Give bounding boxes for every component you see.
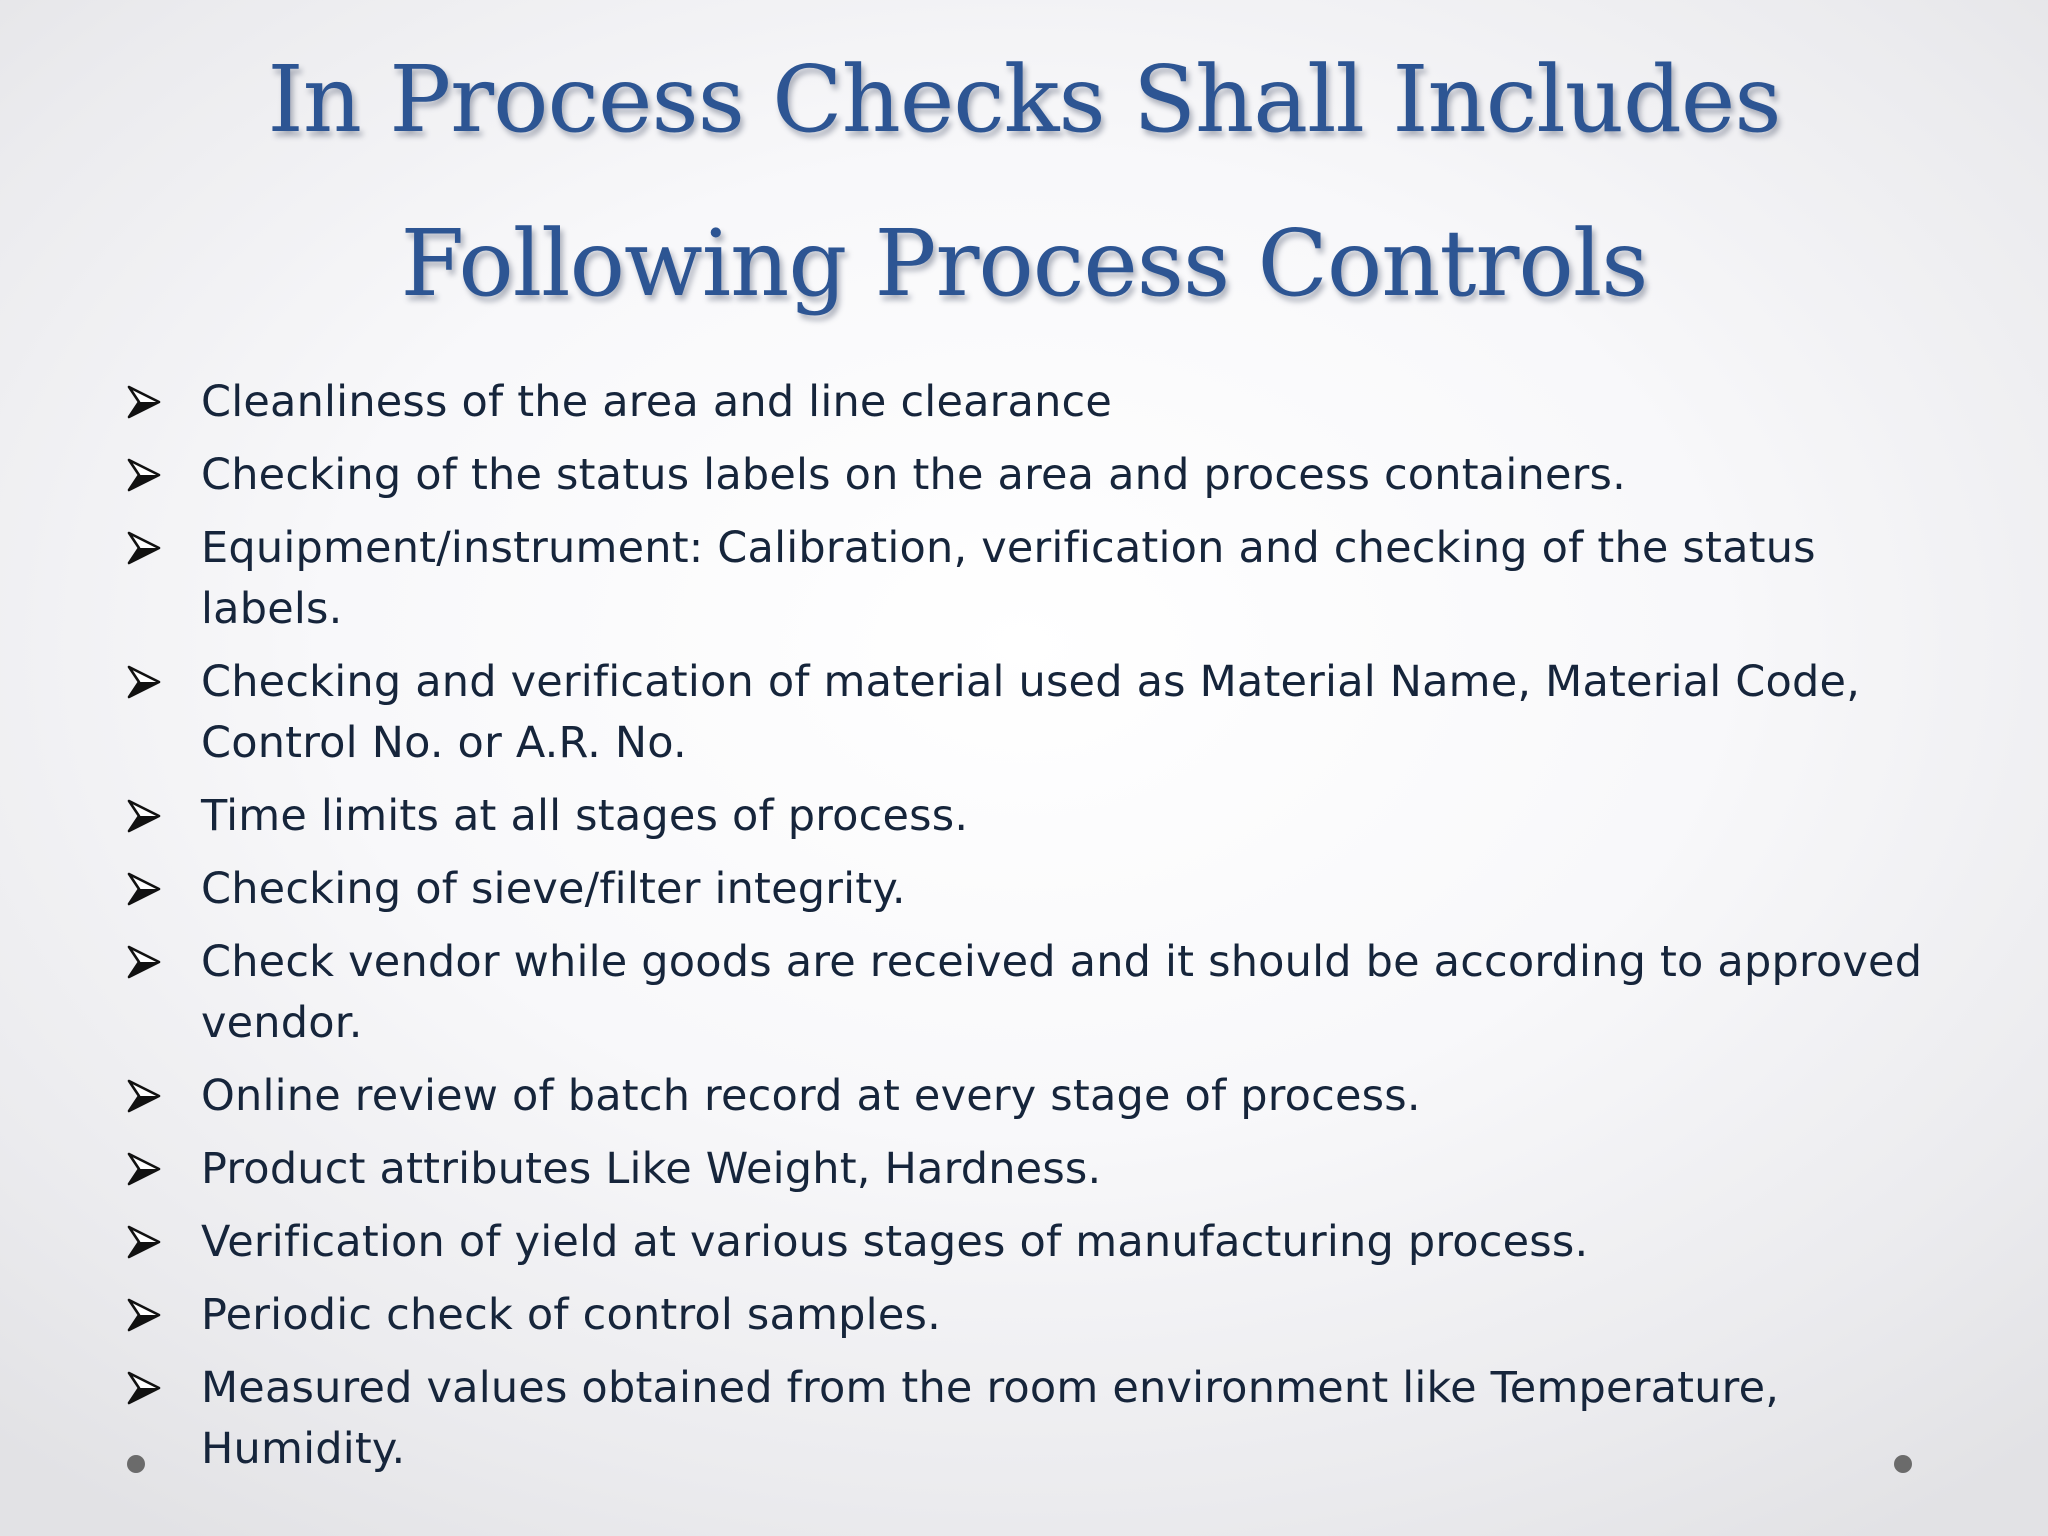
bullet-item (125, 1139, 1945, 1200)
bullet-item (125, 859, 1945, 920)
bullet-text: Checking and verification of material used as Material Name, Material Code, Control No. or A.R. No. (201, 657, 1861, 768)
arrow-bullet-icon (127, 385, 161, 419)
bullet-text: Periodic check of control samples. (201, 1290, 941, 1340)
bullet-item (125, 786, 1945, 847)
bullet-item (125, 445, 1945, 506)
arrow-bullet-icon (127, 665, 161, 699)
bullet-item (125, 932, 1945, 1054)
slide-title (150, 18, 1898, 346)
arrow-bullet-icon (127, 1225, 161, 1259)
bullet-item (125, 372, 1945, 433)
bullet-text: Online review of batch record at every stage of process. (201, 1071, 1421, 1121)
bullet-text: Cleanliness of the area and line clearance (201, 377, 1113, 427)
slide-title-line-1: In Process Checks Shall Includes (267, 46, 1781, 153)
bullet-item (125, 518, 1945, 640)
arrow-bullet-icon (127, 458, 161, 492)
arrow-bullet-icon (127, 945, 161, 979)
bullet-item (125, 1066, 1945, 1127)
arrow-bullet-icon (127, 531, 161, 565)
corner-dot-right (1894, 1455, 1912, 1473)
slide-title-line-2: Following Process Controls (400, 210, 1648, 317)
arrow-bullet-icon (127, 1152, 161, 1186)
bullet-text: Equipment/instrument: Calibration, verification and checking of the status labels. (201, 523, 1816, 634)
bullet-item (125, 1358, 1945, 1480)
bullet-item (125, 1212, 1945, 1273)
arrow-bullet-icon (127, 872, 161, 906)
corner-dot-left (127, 1455, 145, 1473)
bullet-item (125, 652, 1945, 774)
bullet-item (125, 1285, 1945, 1346)
bullet-text: Checking of sieve/filter integrity. (201, 864, 906, 914)
arrow-bullet-icon (127, 799, 161, 833)
bullet-text: Check vendor while goods are received and it should be according to approved vendor. (201, 937, 1923, 1048)
bullet-text: Product attributes Like Weight, Hardness. (201, 1144, 1102, 1194)
arrow-bullet-icon (127, 1298, 161, 1332)
bullet-text: Time limits at all stages of process. (201, 791, 969, 841)
arrow-bullet-icon (127, 1371, 161, 1405)
bullet-text: Measured values obtained from the room environment like Temperature, Humidity. (201, 1363, 1780, 1474)
bullet-text: Verification of yield at various stages of manufacturing process. (201, 1217, 1589, 1267)
arrow-bullet-icon (127, 1079, 161, 1113)
bullet-text: Checking of the status labels on the area and process containers. (201, 450, 1626, 500)
bullet-list (125, 372, 1945, 1492)
